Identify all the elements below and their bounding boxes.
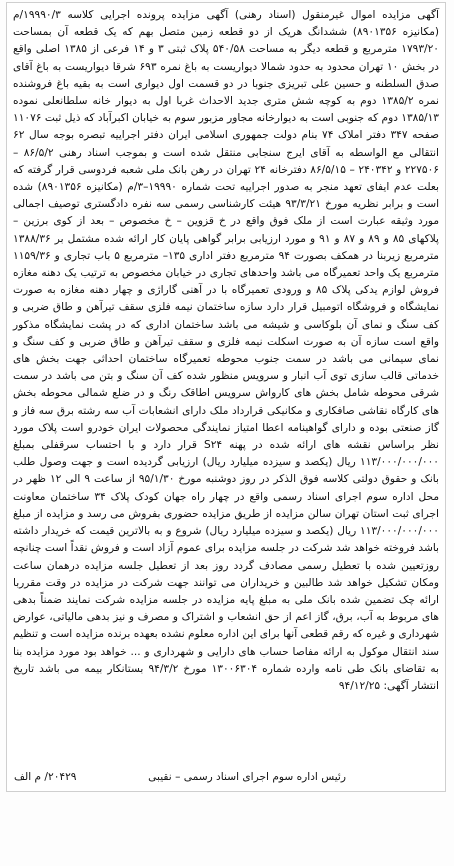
notice-footer [6,771,446,789]
auction-notice [6,2,446,792]
notice-body-text: آگهی مزایده اموال غیرمنقول (اسناد رهنی) آگهی مزایده پرونده اجرایی کلاسه ۱۹۹۹۰/۳/م (مکانیزه ۸۹۰۱۳۵۶) ششدانگ هریک از دو قطعه زمین متصل بهم که یک قطعه آن بمساحت ۱۷۹۳/۲۰ مترمربع و قطعه دیگر به مساحت ۵۴۰/۵۸ پلاک ثبتی ۳ و ۱۴ فرعی از ۱۳۸۵ اصلی واقع در بخش ۱۰ تهران محدود به حدود شمالا دیواریست به باغ نمره ۶۹۳ شرقا دیواریست به باغ آقای صدق السلطنه و حسین علی تبریزی جنوبا در دو قسمت اول دیواری است به بقیه باغ فروشنده نمره ۱۳۸۵/۲ دوم به کوچه شش متری جدید الاحداث غربا اول به دیوار خانه سلطانعلی نموده ۱۳۸۵/۱۳ دوم که جنوبی است به دیوارخانه مجاور مزبور سوم به خیابان اکبرآباد که ذیل ثبت ۱۱۰۷۶ صفحه ۳۴۷ دفتر املاک ۷۴ بنام دولت جمهوری اسلامی ایران دفتر اجراییه تبصره بوجه سال ۶۲ انتقالی مع الواسطه به آقای ایرج سنجابی منتقل شده است و بموجب اسناد رهنی ۸۶/۵/۲ – ۲۲۷۵۰۶ و ۲۴۰۳۴۲ – ۸۶/۵/۱۵ دفترخانه ۲۴ تهران در رهن بانک ملی شعبه فردوسی قرار گرفته که بعلت عدم ایفای تعهد منجر به صدور اجراییه تحت شماره ۱۹۹۹۰–۳/م (مکانیزه ۸۹۰۱۳۵۶) شده است و برابر نظریه مورخ ۹۳/۳/۲۱ هیئت کارشناسی رسمی سه نفره دادگستری توصیف اجمالی مورد وثیقه عبارت است از ملک فوق واقع در خ قزوین – خ مخصوص – بعد از کوی برزین – پلاکهای ۸۵ و ۸۹ و ۸۷ و ۹۱ و مورد ارزیابی برابر گواهی پایان کار ارائه شده مشتمل بر ۱۳۸۸/۳۶ مترمربع زیربنا در همکف بصورت ۹۴ مترمربع دفتر اداری ۱۳۵– مترمربع ۵ باب تجاری و ۱۱۵۹/۳۶ مترمربع یک واحد تعمیرگاه می باشد واحدهای تجاری در خیابان مخصوص به ترتیب یک دهنه مغازه فروش لوازم یدکی پلاک ۸۵ و ورودی تعمیرگاه با در آهنی گاراژی و چهار دهنه مغازه به صورت نمایشگاه و فروشگاه اتومبیل قرار دارد سازه ساختمان نیمه فلزی سقف تیرآهن و طاق ضربی و کف سنگ و نمای آن بلوکاسی و شیشه می باشد ساختمان اداری که در پشت نمایشگاه مذکور واقع است سازه آن به صورت اسکلت نیمه فلزی و سقف تیرآهن و طاق ضربی و کف سنگ و نمای سیمانی می باشد در سمت جنوب محوطه تعمیرگاه ساختمان احداثی جهت بخش های خدماتی قالب سازی توی آب انبار و سرویس منظور شده کف آن سنگ و بتن می باشد در سمت شرقی محوطه شامل بخش های کارواش سرویس اطاقک رنگ و در ضلع شمالی محوطه بخش های کارگاه نقاشی صافکاری و مکانیکی قرارداد ملک دارای انشعابات آب سه رشته برق سه فاز و گاز صنعتی بوده و دارای گواهینامه اعطا امتیاز نمایندگی محصولات ایران خودرو است پلاک مورد نظر براساس نقشه های ارائه شده در پهنه S۲۴ قرار دارد و با احتساب سرقفلی بمبلغ ۱۱۳/۰۰۰/۰۰۰/۰۰۰ ریال (یکصد و سیزده میلیارد ریال) ارزیابی گردیده است و جهت وصول طلب بانک و حقوق دولتی کلاسه فوق الذکر در روز دوشنبه مورخ ۹۵/۱/۳۰ از ساعت ۹ الی ۱۲ ظهر در محل اداره سوم اجرای اسناد رسمی واقع در چهار راه جهان کودک پلاک ۳۴ ساختمان معاونت اجرای ثبت استان تهران سالن مزایده از طریق مزایده حضوری بفروش می رسد و مزایده از مبلغ ۱۱۳/۰۰۰/۰۰۰/۰۰۰ ریال (یکصد و سیزده میلیارد ریال) شروع و به بالاترین قیمت که خریدار داشته باشد فروخته خواهد شد شرکت در جلسه مزایده برای عموم آزاد است و فروش نقداً است چنانچه روزتعیین شده با تعطیل رسمی مصادف گردد روز بعد از تعطیل جلسه مزایده درهمان ساعت ومکان تشکیل خواهد شد طالبین و خریداران می توانند جهت شرکت در مزایده در وقت مقرربا ارائه چک تضمین شده بانک ملی به مبلغ پایه مزایده در جلسه مزایده شرکت نمایند ضمناً بدهی های مربوط به آب، برق، گاز اعم از حق انشعاب و اشتراک و مصرف و نیز بدهی مالیاتی، عوارض شهرداری و غیره که رقم قطعی آنها برای این اداره معلوم نشده بعهده برنده مزایده است و تنظیم سند انتقال موکول به ارائه مفاصا حساب های دارایی و شهرداری و ... خواهد بود مورد مزایده بنا به تقاضای بانک طی نامه وارده شماره ۱۳۰۰۶۳۰۴ مورخ ۹۴/۳/۲ بستانکار بیمه می باشد تاریخ انتشار آگهی: ۹۴/۱۲/۲۵ [13,9,440,692]
signatory-title: رئیس اداره سوم اجرای اسناد رسمی – نقیبی [148,771,346,783]
notice-reference-code: ۲۰۴۲۹/ م الف [14,771,77,783]
